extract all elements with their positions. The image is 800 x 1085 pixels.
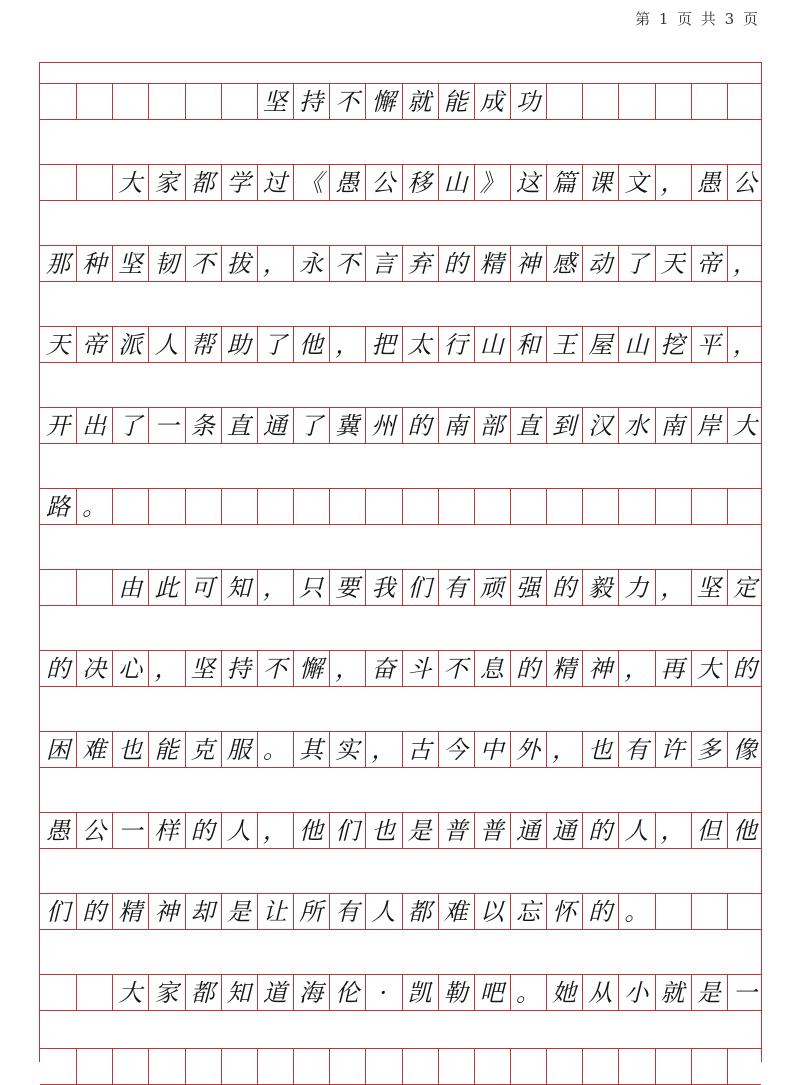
text-character: 斗 xyxy=(407,654,432,683)
text-character: 人 xyxy=(154,330,179,359)
text-character: 通 xyxy=(262,411,287,440)
text-character: 凯 xyxy=(407,978,432,1007)
text-character: 通 xyxy=(515,816,540,845)
grid-cell-divider xyxy=(727,894,728,929)
text-character: 勒 xyxy=(443,978,468,1007)
text-character: 却 xyxy=(190,897,215,926)
text-character: 。 xyxy=(262,735,287,764)
text-character: 。 xyxy=(624,897,649,926)
grid-cell-divider xyxy=(510,1049,511,1084)
text-row xyxy=(40,974,761,1011)
text-character: ， xyxy=(154,654,179,683)
text-character: 行 xyxy=(443,330,468,359)
text-character: 克 xyxy=(190,735,215,764)
text-character: 她 xyxy=(552,978,577,1007)
text-row xyxy=(40,488,761,525)
text-character: 他 xyxy=(732,816,757,845)
text-character: ， xyxy=(335,330,360,359)
text-character: 样 xyxy=(154,816,179,845)
text-character: 息 xyxy=(479,654,504,683)
title-character: 不 xyxy=(335,87,360,116)
text-character: 从 xyxy=(588,978,613,1007)
text-character: 伦 xyxy=(335,978,360,1007)
grid-cell-divider xyxy=(618,84,619,119)
text-character: 言 xyxy=(371,249,396,278)
text-character: 的 xyxy=(190,816,215,845)
title-row xyxy=(40,83,761,120)
grid-cell-divider xyxy=(727,489,728,524)
text-character: 困 xyxy=(46,735,70,764)
text-character: 坚 xyxy=(696,573,721,602)
text-character: 难 xyxy=(82,735,107,764)
text-character: 山 xyxy=(443,168,468,197)
grid-cell-divider xyxy=(293,489,294,524)
text-row xyxy=(40,407,761,444)
text-character: 由 xyxy=(118,573,143,602)
text-character: 道 xyxy=(262,978,287,1007)
text-character: 部 xyxy=(479,411,504,440)
grid-cell-divider xyxy=(257,489,258,524)
title-character: 懈 xyxy=(371,87,396,116)
grid-cell-divider xyxy=(185,1049,186,1084)
text-character: 奋 xyxy=(371,654,396,683)
text-character: 帝 xyxy=(82,330,107,359)
text-character: 南 xyxy=(443,411,468,440)
text-character: 家 xyxy=(154,978,179,1007)
text-character: 了 xyxy=(299,411,324,440)
text-row xyxy=(40,245,761,282)
text-character: 们 xyxy=(46,897,70,926)
text-character: 出 xyxy=(82,411,107,440)
grid-cell-divider xyxy=(474,489,475,524)
grid-cell-divider xyxy=(546,1049,547,1084)
text-character: 帝 xyxy=(696,249,721,278)
text-character: 精 xyxy=(118,897,143,926)
text-character: 再 xyxy=(660,654,685,683)
title-character: 能 xyxy=(443,87,468,116)
grid-cell-divider xyxy=(691,1049,692,1084)
grid-cell-divider xyxy=(691,84,692,119)
text-row xyxy=(40,326,761,363)
text-character: ， xyxy=(335,654,360,683)
title-character: 功 xyxy=(515,87,540,116)
grid-cell-divider xyxy=(185,84,186,119)
grid-cell-divider xyxy=(438,489,439,524)
grid-cell-divider xyxy=(76,84,77,119)
text-character: 拔 xyxy=(226,249,251,278)
text-character: 开 xyxy=(46,411,70,440)
text-character: 有 xyxy=(443,573,468,602)
text-character: 路 xyxy=(46,492,70,521)
text-character: 的 xyxy=(407,411,432,440)
text-character: 只 xyxy=(299,573,324,602)
text-character: 一 xyxy=(732,978,757,1007)
grid-cell-divider xyxy=(691,894,692,929)
text-character: 怀 xyxy=(552,897,577,926)
grid-cell-divider xyxy=(655,1049,656,1084)
text-character: 不 xyxy=(443,654,468,683)
text-character: 挖 xyxy=(660,330,685,359)
text-character: 都 xyxy=(407,897,432,926)
text-character: 课 xyxy=(588,168,613,197)
text-character: 古 xyxy=(407,735,432,764)
text-character: 帮 xyxy=(190,330,215,359)
text-row xyxy=(40,893,761,930)
text-character: 其 xyxy=(299,735,324,764)
text-character: 条 xyxy=(190,411,215,440)
text-character: 愚 xyxy=(696,168,721,197)
text-character: 不 xyxy=(335,249,360,278)
text-character: 外 xyxy=(515,735,540,764)
text-character: 神 xyxy=(515,249,540,278)
text-row xyxy=(40,731,761,768)
text-character: 公 xyxy=(732,168,757,197)
grid-cell-divider xyxy=(438,1049,439,1084)
text-character: 有 xyxy=(624,735,649,764)
text-character: 知 xyxy=(226,978,251,1007)
text-character: 《 xyxy=(299,168,324,197)
grid-cell-divider xyxy=(402,1049,403,1084)
grid-cell-divider xyxy=(655,894,656,929)
text-character: 家 xyxy=(154,168,179,197)
text-character: 屋 xyxy=(588,330,613,359)
text-character: 难 xyxy=(443,897,468,926)
text-character: 的 xyxy=(515,654,540,683)
text-character: 懈 xyxy=(299,654,324,683)
text-character: 可 xyxy=(190,573,215,602)
grid-cell-divider xyxy=(112,1049,113,1084)
text-character: 今 xyxy=(443,735,468,764)
text-character: 平 xyxy=(696,330,721,359)
grid-cell-divider xyxy=(76,570,77,605)
text-character: ， xyxy=(262,573,287,602)
grid-cell-divider xyxy=(582,1049,583,1084)
text-character: 人 xyxy=(226,816,251,845)
text-row xyxy=(40,812,761,849)
text-character: 要 xyxy=(335,573,360,602)
text-row xyxy=(40,569,761,606)
grid-cell-divider xyxy=(221,84,222,119)
text-character: 通 xyxy=(552,816,577,845)
text-character: 人 xyxy=(624,816,649,845)
grid-cell-divider xyxy=(582,84,583,119)
grid-cell-divider xyxy=(474,1049,475,1084)
text-character: 过 xyxy=(262,168,287,197)
text-character: ， xyxy=(552,735,577,764)
text-character: 此 xyxy=(154,573,179,602)
text-character: 文 xyxy=(624,168,649,197)
text-character: 学 xyxy=(226,168,251,197)
text-character: 是 xyxy=(696,978,721,1007)
text-character: 实 xyxy=(335,735,360,764)
text-character: 永 xyxy=(299,249,324,278)
grid-cell-divider xyxy=(655,489,656,524)
text-character: ， xyxy=(660,573,685,602)
text-character: 也 xyxy=(118,735,143,764)
text-character: 这 xyxy=(515,168,540,197)
grid-cell-divider xyxy=(691,489,692,524)
text-character: 派 xyxy=(118,330,143,359)
text-character: 精 xyxy=(552,654,577,683)
text-character: 顽 xyxy=(479,573,504,602)
text-character: 坚 xyxy=(118,249,143,278)
text-character: 有 xyxy=(335,897,360,926)
grid-cell-divider xyxy=(148,489,149,524)
text-character: 人 xyxy=(371,897,396,926)
grid-cell-divider xyxy=(185,489,186,524)
grid-cell-divider xyxy=(582,489,583,524)
grid-cell-divider xyxy=(148,84,149,119)
grid-cell-divider xyxy=(329,1049,330,1084)
grid-cell-divider xyxy=(329,489,330,524)
text-character: 了 xyxy=(118,411,143,440)
text-character: 大 xyxy=(732,411,757,440)
text-character: 精 xyxy=(479,249,504,278)
text-character: 》 xyxy=(479,168,504,197)
text-character: 以 xyxy=(479,897,504,926)
text-character: 们 xyxy=(335,816,360,845)
text-character: 。 xyxy=(515,978,540,1007)
text-character: 都 xyxy=(190,978,215,1007)
grid-cell-divider xyxy=(112,84,113,119)
text-character: 南 xyxy=(660,411,685,440)
text-character: 坚 xyxy=(190,654,215,683)
grid-cell-divider xyxy=(546,489,547,524)
grid-cell-divider xyxy=(148,1049,149,1084)
text-character: ， xyxy=(660,816,685,845)
text-character: 愚 xyxy=(46,816,70,845)
text-character: 是 xyxy=(407,816,432,845)
text-character: ， xyxy=(660,168,685,197)
grid-cell-divider xyxy=(655,84,656,119)
text-character: 神 xyxy=(154,897,179,926)
text-character: 神 xyxy=(588,654,613,683)
text-row xyxy=(40,164,761,201)
text-character: ， xyxy=(262,249,287,278)
text-character: 他 xyxy=(299,330,324,359)
text-character: 持 xyxy=(226,654,251,683)
grid-cell-divider xyxy=(618,489,619,524)
text-character: 直 xyxy=(226,411,251,440)
grid-cell-divider xyxy=(112,489,113,524)
text-character: ， xyxy=(732,249,757,278)
text-character: 许 xyxy=(660,735,685,764)
text-character: 让 xyxy=(262,897,287,926)
grid-cell-divider xyxy=(402,489,403,524)
text-character: 的 xyxy=(82,897,107,926)
text-character: 太 xyxy=(407,330,432,359)
text-character: 不 xyxy=(190,249,215,278)
grid-cell-divider xyxy=(365,1049,366,1084)
text-character: 愚 xyxy=(335,168,360,197)
text-character: 山 xyxy=(624,330,649,359)
text-character: 的 xyxy=(732,654,757,683)
text-character: 普 xyxy=(443,816,468,845)
text-character: 毅 xyxy=(588,573,613,602)
text-character: 汉 xyxy=(588,411,613,440)
text-character: 的 xyxy=(552,573,577,602)
text-character: 篇 xyxy=(552,168,577,197)
text-character: 了 xyxy=(262,330,287,359)
text-character: 移 xyxy=(407,168,432,197)
text-character: 吧 xyxy=(479,978,504,1007)
title-character: 就 xyxy=(407,87,432,116)
text-character: 的 xyxy=(443,249,468,278)
text-character: 决 xyxy=(82,654,107,683)
text-character: 水 xyxy=(624,411,649,440)
text-character: 们 xyxy=(407,573,432,602)
text-character: 的 xyxy=(46,654,70,683)
text-character: 但 xyxy=(696,816,721,845)
composition-grid-paper xyxy=(39,62,762,1062)
text-character: 小 xyxy=(624,978,649,1007)
text-character: 王 xyxy=(552,330,577,359)
title-character: 坚 xyxy=(262,87,287,116)
text-character: 公 xyxy=(82,816,107,845)
text-character: ， xyxy=(624,654,649,683)
text-character: 到 xyxy=(552,411,577,440)
text-character: 力 xyxy=(624,573,649,602)
text-character: 山 xyxy=(479,330,504,359)
text-character: 中 xyxy=(479,735,504,764)
text-character: ， xyxy=(371,735,396,764)
text-character: 动 xyxy=(588,249,613,278)
text-character: 了 xyxy=(624,249,649,278)
text-character: 的 xyxy=(588,897,613,926)
text-character: 大 xyxy=(696,654,721,683)
grid-cell-divider xyxy=(510,489,511,524)
grid-cell-divider xyxy=(546,84,547,119)
text-character: 就 xyxy=(660,978,685,1007)
text-character: 所 xyxy=(299,897,324,926)
text-character: 强 xyxy=(515,573,540,602)
grid-cell-divider xyxy=(76,165,77,200)
title-character: 成 xyxy=(479,87,504,116)
text-character: 天 xyxy=(660,249,685,278)
text-character: 心 xyxy=(118,654,143,683)
grid-cell-divider xyxy=(365,489,366,524)
text-row xyxy=(40,650,761,687)
text-character: 助 xyxy=(226,330,251,359)
text-character: 也 xyxy=(371,816,396,845)
text-character: 韧 xyxy=(154,249,179,278)
text-character: 定 xyxy=(732,573,757,602)
text-character: 直 xyxy=(515,411,540,440)
text-character: 一 xyxy=(154,411,179,440)
text-row xyxy=(40,1048,761,1085)
text-character: 冀 xyxy=(335,411,360,440)
text-character: 感 xyxy=(552,249,577,278)
text-character: 。 xyxy=(82,492,107,521)
grid-cell-divider xyxy=(257,1049,258,1084)
text-character: 多 xyxy=(696,735,721,764)
page-number-header: 第 1 页 共 3 页 xyxy=(635,10,760,28)
text-character: · xyxy=(379,978,388,1007)
text-character: 是 xyxy=(226,897,251,926)
text-character: 州 xyxy=(371,411,396,440)
text-character: ， xyxy=(262,816,287,845)
text-character: 像 xyxy=(732,735,757,764)
text-character: 都 xyxy=(190,168,215,197)
text-character: 大 xyxy=(118,168,143,197)
text-character: 也 xyxy=(588,735,613,764)
text-character: 和 xyxy=(515,330,540,359)
title-character: 持 xyxy=(299,87,324,116)
text-character: 一 xyxy=(118,816,143,845)
grid-cell-divider xyxy=(618,1049,619,1084)
text-character: 岸 xyxy=(696,411,721,440)
grid-cell-divider xyxy=(221,489,222,524)
grid-cell-divider xyxy=(76,975,77,1010)
text-character: 弃 xyxy=(407,249,432,278)
grid-cell-divider xyxy=(76,1049,77,1084)
text-character: 知 xyxy=(226,573,251,602)
text-character: 的 xyxy=(588,816,613,845)
text-character: 天 xyxy=(46,330,70,359)
text-character: 普 xyxy=(479,816,504,845)
text-character: 不 xyxy=(262,654,287,683)
grid-cell-divider xyxy=(727,1049,728,1084)
text-character: 把 xyxy=(371,330,396,359)
text-character: 种 xyxy=(82,249,107,278)
text-character: 海 xyxy=(299,978,324,1007)
text-character: ， xyxy=(732,330,757,359)
text-character: 那 xyxy=(46,249,70,278)
text-character: 他 xyxy=(299,816,324,845)
grid-cell-divider xyxy=(727,84,728,119)
text-character: 忘 xyxy=(515,897,540,926)
text-character: 大 xyxy=(118,978,143,1007)
grid-cell-divider xyxy=(293,1049,294,1084)
text-character: 我 xyxy=(371,573,396,602)
text-character: 服 xyxy=(226,735,251,764)
text-character: 公 xyxy=(371,168,396,197)
text-character: 能 xyxy=(154,735,179,764)
grid-cell-divider xyxy=(221,1049,222,1084)
